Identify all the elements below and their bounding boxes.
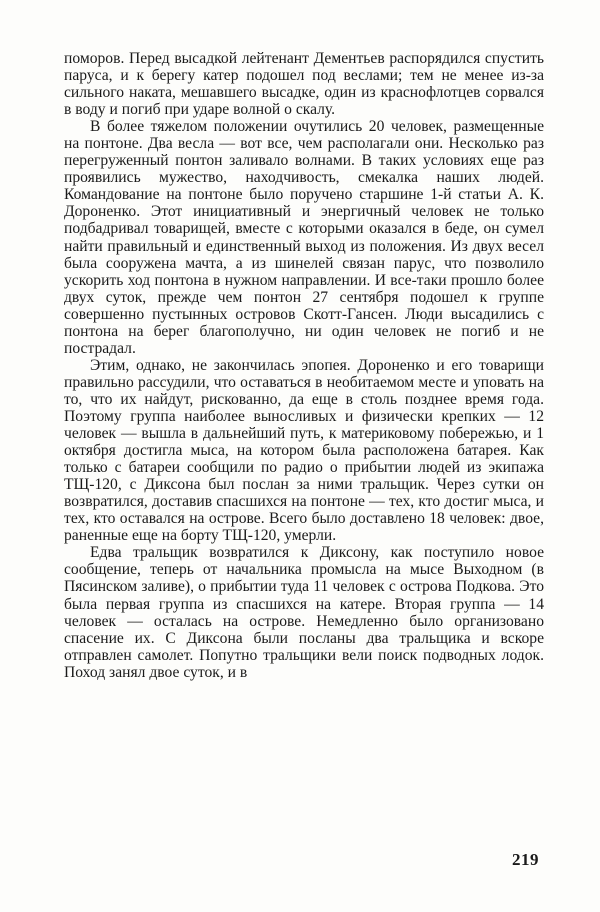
paragraph-1: поморов. Перед высадкой лейтенант Дементьев распорядился спустить паруса, и к берегу катер подошел под веслами; тем не менее из-за сильного наката, мешавшего высадке, один из краснофлотцев сорвался в воду и погиб при ударе волной о скалу. [64, 50, 544, 119]
paragraph-2: В более тяжелом положении очутились 20 человек, размещенные на понтоне. Два весла — вот все, чем располагали они. Несколько раз перегруженный понтон заливало волнами. В таких условиях еще раз проявились мужество, находчивость, смекалка наших людей. Командование на понтоне было поручено старшине 1-й статьи А. К. Дороненко. Этот инициативный и энергичный человек не только подбадривал товарищей, вместе с которыми оказался в беде, он сумел найти правильный и единственный выход из положения. Из двух весел была сооружена мачта, а из шинелей связан парус, что позволило ускорить ход понтона в нужном направлении. И все-таки прошло более двух суток, прежде чем понтон 27 сентября подошел к группе совершенно пустынных островов Скотт-Гансен. Люди высадились с понтона на берег благополучно, ни один человек не погиб и не пострадал. [64, 118, 544, 357]
page-number: 219 [512, 850, 539, 869]
paragraph-4: Едва тральщик возвратился к Диксону, как поступило новое сообщение, теперь от начальника промысла на мысе Выходном (в Пясинском заливе), о прибытии туда 11 человек с острова Подкова. Это была первая группа из спасшихся на катере. Вторая группа — 14 человек — осталась на острове. Немедленно было организовано спасение их. С Диксона были посланы два тральщика и вскоре отправлен самолет. Попутно тральщики вели поиск подводных лодок. Поход занял двое суток, и в [64, 544, 544, 681]
body-text [64, 50, 544, 681]
paragraph-3: Этим, однако, не закончилась эпопея. Дороненко и его товарищи правильно рассудили, что оставаться в необитаемом месте и уповать на то, что их найдут, рискованно, да еще в столь позднее время года. Поэтому группа наиболее выносливых и физически крепких — 12 человек — вышла в дальнейший путь, к материковому побережью, и 1 октября достигла мыса, на котором была расположена батарея. Как только с батареи сообщили по радио о прибытии людей из экипажа ТЩ-120, с Диксона был послан за ними тральщик. Через сутки он возвратился, доставив спасшихся на понтоне — тех, кто достиг мыса, и тех, кто оставался на острове. Всего было доставлено 18 человек: двое, раненные еще на борту ТЩ-120, умерли. [64, 356, 544, 545]
